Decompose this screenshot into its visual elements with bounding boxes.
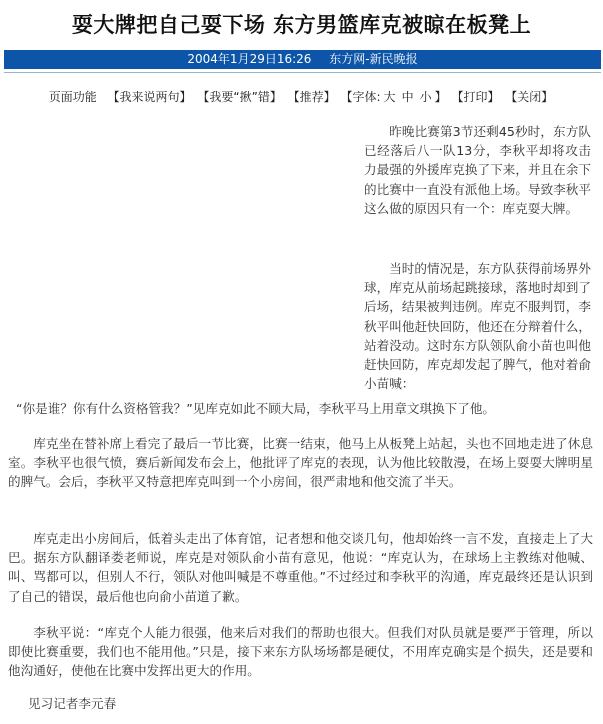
article-source: 东方网-新民晚报 — [329, 52, 418, 66]
print-link[interactable]: 【打印】 — [451, 90, 500, 104]
paragraph-4: 库克走出小房间后，低着头走出了体育馆，记者想和他交谈几句，他却始终一言不发，直接走上了大巴。据东方队翻译娄老师说，库克是对领队俞小苗有意见，他说：“库克认为，在球场上主教练对他喊、叫、骂都可以，但别人不行，领队对他叫喊是不尊重他。”不过经过和李秋平的沟通，库克最终还是认识到了自己的错误，最后他也向俞小苗道了歉。 — [8, 531, 593, 604]
dateline-bar — [4, 50, 601, 69]
font-size-small[interactable]: 小 — [419, 90, 432, 104]
paragraph-1: 昨晚比赛第3节还剩45秒时，东方队已经落后八一队13分，李秋平却将攻击力最强的外援库克换了下来，并且在余下的比赛中一直没有派他上场。导致李秋平这么做的原因只有一个：库克耍大牌。 — [364, 124, 591, 216]
close-link[interactable]: 【关闭】 — [505, 90, 554, 104]
comment-link[interactable]: 【我来说两句】 — [107, 90, 192, 104]
font-size-label: 【字体: — [340, 90, 381, 104]
font-size-medium[interactable]: 中 — [401, 90, 414, 104]
publish-datetime: 2004年1月29日16:26 — [187, 52, 312, 66]
font-size-large[interactable]: 大 — [383, 90, 396, 104]
toolbar-label: 页面功能 — [48, 90, 97, 104]
paragraph-5: 李秋平说：“库克个人能力很强，他来后对我们的帮助也很大。但我们对队员就是要严于管理，所以即使比赛重要，我们也不能用他。”只是，接下来东方队场场都是硬仗，不用库克确实是个损失，还是要和他沟通好，使他在比赛中发挥出更大的作用。 — [8, 625, 593, 679]
paragraph-3: 库克坐在替补席上看完了最后一节比赛，比赛一结束，他马上从板凳上站起，头也不回地走进了休息室。李秋平也很气愤，赛后新闻发布会上，他批评了库克的表现，认为他比较散漫，在场上耍耍大牌明星的脾气。会后，李秋平又特意把库克叫到一个小房间，很严肃地和他交流了半天。 — [8, 436, 593, 490]
article-title: 耍大牌把自己耍下场 东方男篮库克被晾在板凳上 — [71, 13, 532, 37]
paragraph-2: 当时的情况是，东方队获得前场界外球，库克从前场起跳接球，落地时却到了后场，结果被判违例。库克不服判罚，李秋平叫他赶快回防，他还在分辩着什么，站着没动。这时东方队领队俞小苗也叫他赶快回防，库克却发起了脾气，他对着俞小苗喊： — [364, 261, 591, 392]
byline: 见习记者李元春 — [28, 696, 117, 711]
page-functions-toolbar — [0, 88, 603, 105]
paragraph-2-continued: “你是谁？你有什么资格管我？”见库克如此不顾大局，李秋平马上用章文琪换下了他。 — [16, 401, 496, 416]
divider — [4, 72, 601, 73]
font-size-group — [341, 90, 447, 104]
font-size-close: 】 — [434, 90, 447, 104]
recommend-link[interactable]: 【推荐】 — [287, 90, 336, 104]
report-error-link[interactable]: 【我要“揪”错】 — [197, 90, 282, 104]
